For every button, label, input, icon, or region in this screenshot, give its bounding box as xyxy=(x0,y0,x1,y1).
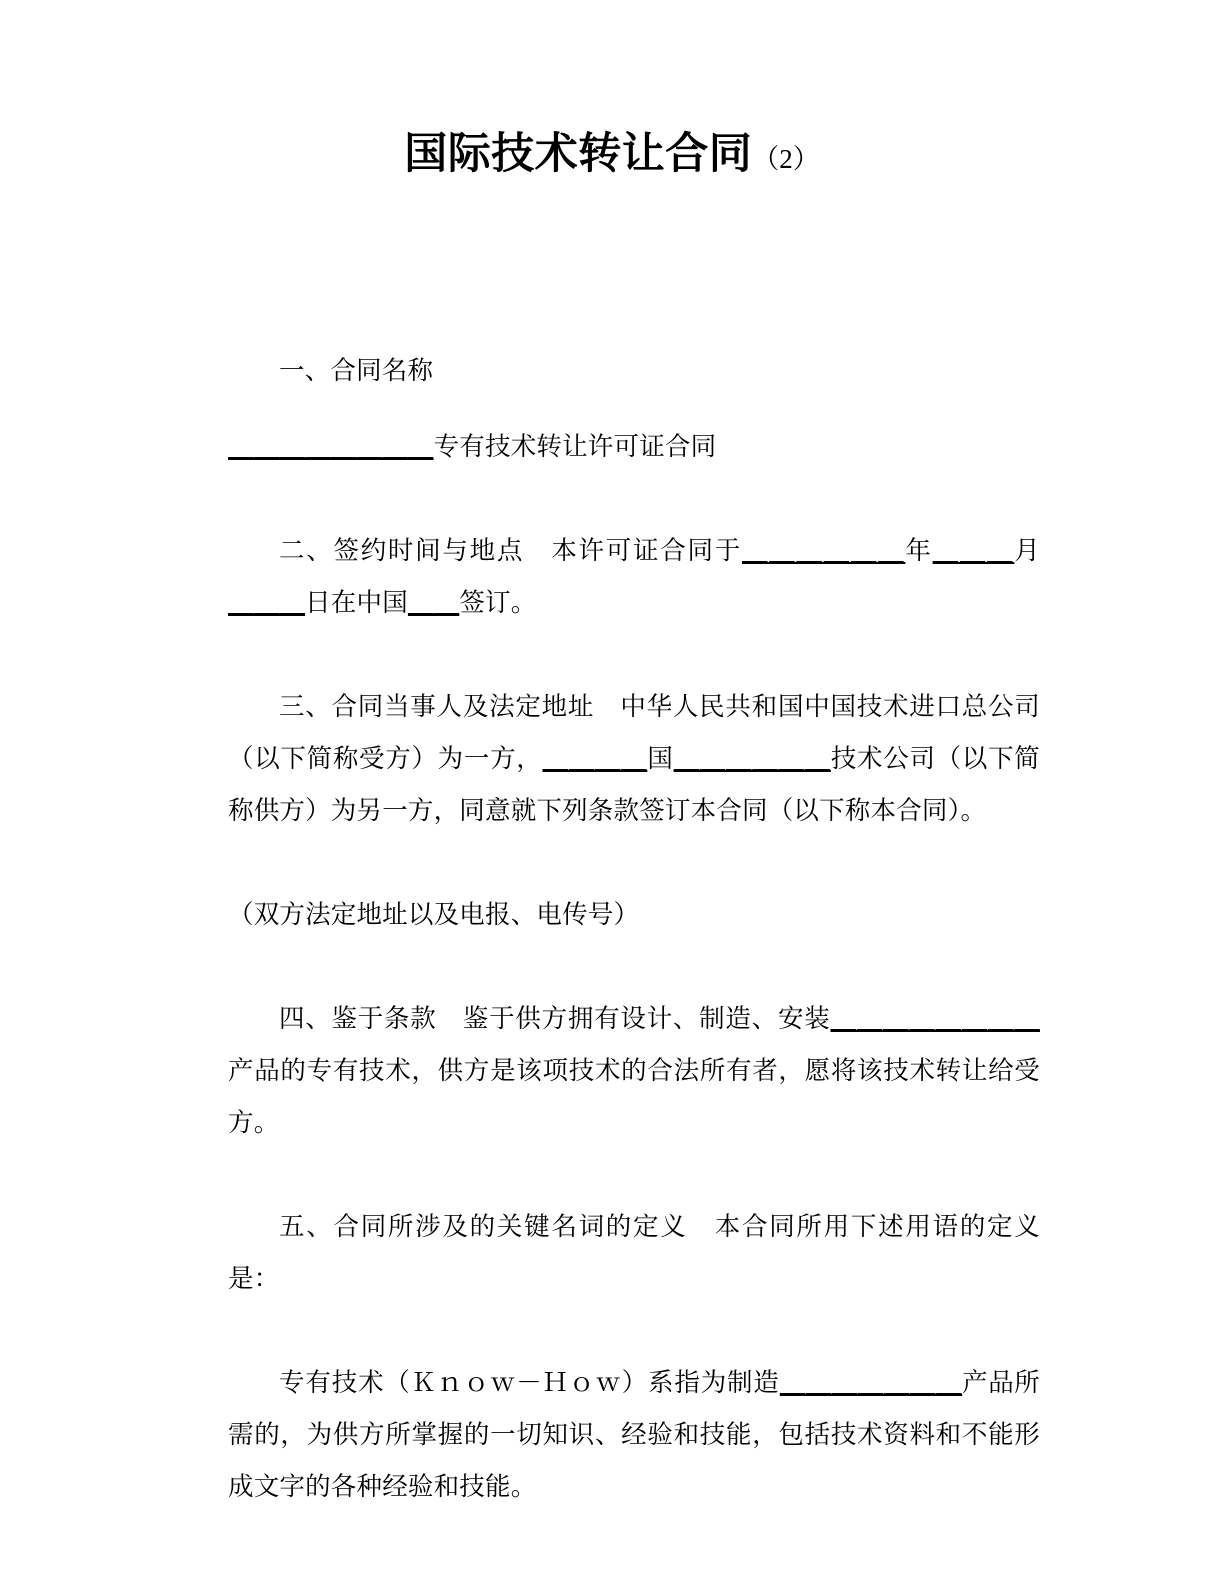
section-4-tail-text: 产品的专有技术，供方是该项技术的合法所有者，愿将该技术转让给受方。 xyxy=(228,1056,1040,1137)
document-body xyxy=(228,345,1040,1513)
signing-year-label: 年 xyxy=(905,536,933,565)
signing-month-blank[interactable]: ＿＿＿ xyxy=(932,536,1015,565)
know-how-definition xyxy=(228,1357,1040,1513)
section-1-heading xyxy=(228,345,1040,397)
section-4-lead-text: 四、鉴于条款 鉴于供方拥有设计、制造、安装 xyxy=(279,1004,831,1033)
whereas-product-blank[interactable]: ＿＿＿＿＿＿＿＿ xyxy=(830,1004,1040,1033)
page-title-main: 国际技术转让合同 xyxy=(404,129,753,179)
contract-name-blank[interactable]: ＿＿＿＿＿＿＿＿ xyxy=(228,432,434,461)
signing-month-label: 月 xyxy=(1014,536,1040,565)
signing-place-blank[interactable]: ＿＿ xyxy=(407,588,460,617)
section-5-definitions-heading xyxy=(228,1201,1040,1305)
know-how-tail-text: 产品所需的，为供方所掌握的一切知识、经验和技能，包括技术资料和不能形成文字的各种经验和技能。 xyxy=(228,1368,1040,1501)
section-2-signing-time-place xyxy=(228,525,1040,629)
section-1-contract-name xyxy=(228,421,1040,473)
know-how-product-blank[interactable]: ＿＿＿＿＿＿＿ xyxy=(779,1368,963,1397)
section-5-heading-text: 五、合同所涉及的关键名词的定义 本合同所用下述用语的定义是： xyxy=(228,1212,1040,1293)
section-2-tail-text: 签订。 xyxy=(459,588,537,617)
section-1-heading-text: 一、合同名称 xyxy=(279,356,434,385)
section-3-tail-text: 技术公司（以下简称供方）为另一方，同意就下列条款签订本合同（以下称本合同）。 xyxy=(228,744,1041,825)
signing-day-label: 日在中国 xyxy=(305,588,408,617)
section-3-address-note xyxy=(228,889,1040,941)
signing-day-blank[interactable]: ＿＿＿ xyxy=(228,588,306,617)
page-title-suffix: （2） xyxy=(752,144,820,174)
section-2-lead-text: 二、签约时间与地点 本许可证合同于 xyxy=(279,536,742,565)
section-3-parties-and-address xyxy=(228,681,1040,837)
signing-year-blank[interactable]: ＿＿＿＿＿＿ xyxy=(741,536,906,565)
address-note-text: （双方法定地址以及电报、电传号） xyxy=(228,900,640,929)
supplier-country-blank[interactable]: ＿＿＿＿ xyxy=(542,744,648,773)
page-title xyxy=(0,128,1224,182)
know-how-lead-text: 专有技术（Ｋｎｏｗ－Ｈｏｗ）系指为制造 xyxy=(279,1368,780,1397)
section-4-whereas-clause xyxy=(228,993,1040,1149)
section-3-lead-text: 三、合同当事人及法定地址 中华人民共和国中国技术进口总公司（以下简称受方）为一方， xyxy=(228,692,1040,773)
contract-name-text: 专有技术转让许可证合同 xyxy=(433,432,717,461)
supplier-company-blank[interactable]: ＿＿＿＿＿＿ xyxy=(673,744,831,773)
supplier-country-label: 国 xyxy=(647,744,674,773)
